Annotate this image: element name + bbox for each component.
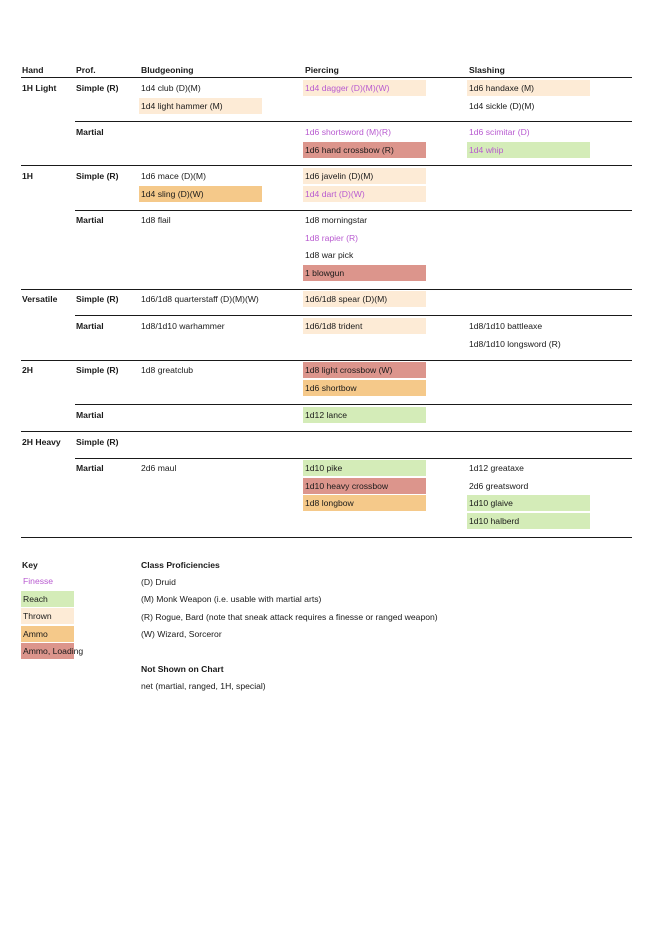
key-item-ammo: Ammo [21, 626, 74, 642]
weapon-cell: 1d8 rapier (R) [305, 232, 359, 243]
hand-label: 2H Heavy [22, 437, 61, 447]
not-shown-text: net (martial, ranged, 1H, special) [141, 681, 266, 691]
not-shown-title: Not Shown on Chart [141, 664, 224, 674]
key-item-finesse: Finesse [23, 576, 54, 586]
table-rule [75, 315, 632, 316]
weapon-cell: 1d8 war pick [305, 250, 354, 260]
table-rule [75, 404, 632, 405]
weapon-cell: 1d10 pike [303, 460, 426, 476]
hand-label: 1H [22, 171, 33, 181]
weapon-cell: 1d4 whip [467, 142, 590, 158]
weapon-cell: 1d4 sling (D)(W) [139, 186, 262, 202]
weapon-cell: 1d6 javelin (D)(M) [303, 168, 426, 184]
weapon-cell: 1d10 glaive [467, 495, 590, 511]
prof-label: Martial [76, 410, 104, 420]
table-rule [21, 77, 632, 78]
header-piercing: Piercing [305, 65, 339, 75]
hand-label: Versatile [22, 294, 58, 304]
weapon-cell: 1d6 mace (D)(M) [141, 171, 206, 181]
weapon-cell: 1d12 lance [303, 407, 426, 423]
hand-label: 2H [22, 365, 33, 375]
weapon-cell: 1d6/1d8 quarterstaff (D)(M)(W) [141, 294, 259, 304]
table-rule [21, 289, 632, 290]
weapon-cell: 1d6 shortbow [303, 380, 426, 396]
weapon-cell: 1d8/1d10 longsword (R) [469, 338, 561, 349]
weapon-cell: 2d6 maul [141, 463, 177, 473]
weapon-cell: 1d8 longbow [303, 495, 426, 511]
prof-label: Martial [76, 127, 104, 137]
weapon-cell: 1d6/1d8 trident [303, 318, 426, 334]
table-rule [75, 210, 632, 211]
weapon-cell: 1d6 hand crossbow (R) [303, 142, 426, 158]
weapon-cell: 1d8/1d10 warhammer [141, 321, 225, 331]
prof-label: Martial [76, 321, 104, 331]
weapon-cell: 1d12 greataxe [469, 463, 524, 473]
weapon-cell: 1d8/1d10 battleaxe [469, 321, 543, 331]
prof-label: Simple (R) [76, 83, 119, 93]
weapon-cell: 1d6 shortsword (M)(R) [305, 127, 391, 137]
weapon-cell: 1d4 dart (D)(W) [303, 186, 426, 202]
weapon-cell: 1d8 flail [141, 215, 171, 225]
weapon-cell: 2d6 greatsword [469, 480, 529, 491]
header-prof: Prof. [76, 65, 96, 75]
class-prof-rogue-bard: (R) Rogue, Bard (note that sneak attack requires a finesse or ranged weapon) [141, 612, 438, 622]
class-prof-monk: (M) Monk Weapon (i.e. usable with martial arts) [141, 594, 322, 604]
weapon-cell: 1d6/1d8 spear (D)(M) [303, 291, 426, 307]
prof-label: Martial [76, 215, 104, 225]
header-hand: Hand [22, 65, 44, 75]
weapon-cell: 1d4 sickle (D)(M) [469, 100, 535, 111]
weapon-cell: 1d4 club (D)(M) [141, 83, 201, 93]
table-rule [21, 537, 632, 538]
prof-label: Martial [76, 463, 104, 473]
prof-label: Simple (R) [76, 171, 119, 181]
class-proficiencies-title: Class Proficiencies [141, 560, 220, 570]
prof-label: Simple (R) [76, 365, 119, 375]
header-slashing: Slashing [469, 65, 505, 75]
table-rule [75, 458, 632, 459]
table-rule [75, 121, 632, 122]
prof-label: Simple (R) [76, 294, 119, 304]
key-item-loading: Ammo, Loading [21, 643, 74, 659]
key-item-thrown: Thrown [21, 608, 74, 624]
weapon-cell: 1d10 heavy crossbow [303, 478, 426, 494]
prof-label: Simple (R) [76, 437, 119, 447]
weapon-cell: 1d4 light hammer (M) [139, 98, 262, 114]
weapon-cell: 1d6 scimitar (D) [469, 127, 530, 137]
class-prof-wizard-sorceror: (W) Wizard, Sorceror [141, 629, 222, 639]
weapon-cell: 1d4 dagger (D)(M)(W) [303, 80, 426, 96]
class-prof-druid: (D) Druid [141, 577, 176, 587]
weapon-cell: 1d6 handaxe (M) [467, 80, 590, 96]
header-bludgeoning: Bludgeoning [141, 65, 194, 75]
hand-label: 1H Light [22, 83, 57, 93]
weapon-cell: 1d8 morningstar [305, 215, 368, 225]
table-rule [21, 165, 632, 166]
weapon-cell: 1d10 halberd [467, 513, 590, 529]
key-title: Key [22, 560, 38, 570]
key-item-reach: Reach [21, 591, 74, 607]
table-rule [21, 360, 632, 361]
weapon-cell: 1d8 light crossbow (W) [303, 362, 426, 378]
weapon-cell: 1d8 greatclub [141, 365, 194, 375]
weapon-cell: 1 blowgun [303, 265, 426, 281]
table-rule [21, 431, 632, 432]
